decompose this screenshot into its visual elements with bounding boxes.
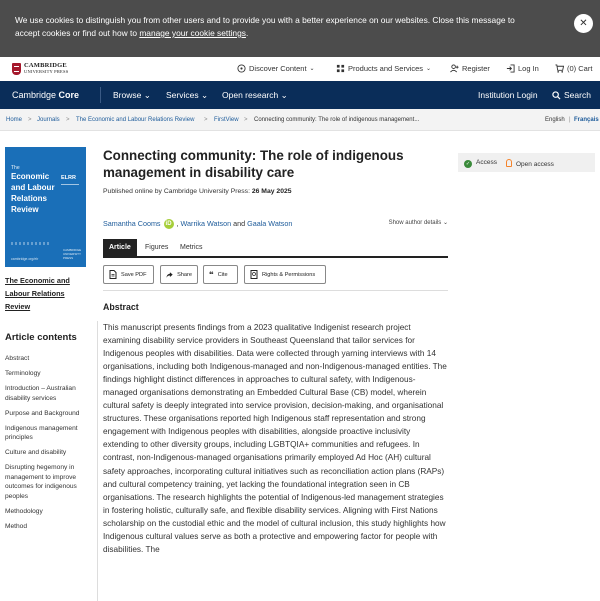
breadcrumb-separator: > bbox=[28, 117, 32, 123]
abstract-heading: Abstract bbox=[103, 302, 139, 312]
author-list bbox=[103, 219, 448, 229]
open-access-badge: Open access bbox=[506, 159, 554, 168]
cookie-settings-link[interactable]: manage your cookie settings bbox=[139, 28, 246, 38]
cart-link[interactable]: (0) Cart bbox=[555, 64, 592, 73]
toc-item[interactable]: Disrupting hegemony in management to improve outcomes for indigenous peoples bbox=[5, 464, 77, 500]
nav-services[interactable]: Services ⌄ bbox=[166, 90, 209, 100]
pdf-icon bbox=[109, 270, 117, 279]
cover-publisher: CAMBRIDGE UNIVERSITY PRESS bbox=[63, 248, 82, 260]
tab-article[interactable]: Article bbox=[103, 239, 137, 256]
check-icon: ✓ bbox=[465, 161, 471, 167]
search-button[interactable]: Search bbox=[552, 90, 591, 100]
breadcrumb-journals[interactable]: Journals bbox=[37, 117, 60, 123]
tab-figures[interactable]: Figures bbox=[145, 244, 169, 251]
show-author-details[interactable]: Show author details ⌄ bbox=[388, 220, 448, 226]
grid-icon bbox=[336, 64, 345, 73]
article-tabs bbox=[103, 239, 448, 258]
cover-kicker: The bbox=[11, 165, 20, 171]
compass-icon bbox=[237, 64, 246, 73]
cover-abbr: ELRR bbox=[61, 175, 76, 181]
crest-icon bbox=[12, 63, 21, 75]
cover-title: Economic and Labour Relations Review bbox=[11, 172, 55, 214]
logo-line1: CAMBRIDGE bbox=[24, 62, 67, 69]
language-french[interactable]: Français bbox=[574, 117, 599, 123]
chevron-down-icon: ⌄ bbox=[442, 220, 448, 226]
author-conjunction: and bbox=[233, 219, 246, 228]
journal-cover[interactable] bbox=[5, 147, 86, 267]
chevron-down-icon: ⌄ bbox=[143, 90, 151, 100]
tab-metrics[interactable]: Metrics bbox=[180, 244, 203, 251]
toc-heading: Article contents bbox=[5, 332, 77, 343]
toc-item[interactable]: Abstract bbox=[5, 355, 30, 362]
institution-login[interactable]: Institution Login bbox=[478, 90, 538, 100]
section-divider bbox=[103, 290, 448, 291]
breadcrumb-current: Connecting community: The role of indigenous management... bbox=[254, 117, 420, 123]
login-link[interactable]: Log In bbox=[506, 64, 539, 73]
main-navigation bbox=[0, 81, 600, 109]
close-icon[interactable]: ✕ bbox=[574, 14, 593, 33]
breadcrumb-journal[interactable]: The Economic and Labour Relations Review bbox=[76, 117, 195, 123]
cookie-banner: We use cookies to distinguish you from other users and to provide you with a better experience on our websites. Close this message to accept cookies or find out how to manage your cookie settings. ✕ bbox=[0, 0, 600, 57]
login-icon bbox=[506, 64, 515, 73]
language-separator: | bbox=[569, 117, 571, 123]
rights-permissions-button[interactable]: Rights & Permissions bbox=[244, 265, 326, 284]
breadcrumb-separator: > bbox=[244, 117, 248, 123]
toc-item[interactable]: Purpose and Background bbox=[5, 409, 80, 417]
language-english[interactable]: English bbox=[545, 117, 565, 123]
document-icon bbox=[250, 270, 258, 279]
author-separator: , bbox=[176, 219, 179, 228]
chevron-down-icon: ⌄ bbox=[426, 66, 432, 72]
add-user-icon bbox=[450, 64, 459, 73]
chevron-down-icon: ⌄ bbox=[200, 90, 209, 100]
toc-item[interactable]: Introduction – Australian disability services bbox=[5, 385, 76, 402]
article-title: Connecting community: The role of indigenous management in disability care bbox=[103, 148, 404, 180]
orcid-icon[interactable]: iD bbox=[165, 221, 172, 228]
breadcrumb bbox=[0, 109, 600, 131]
breadcrumb-home[interactable]: Home bbox=[6, 117, 23, 123]
cover-rule bbox=[61, 184, 79, 185]
breadcrumb-separator: > bbox=[204, 117, 208, 123]
abstract-text: This manuscript presents findings from a 2023 qualitative Indigenist research project examining disability service providers in Southeast Queensland that tailor services for Indigenous peoples with disabilities. Data were collected through yarning interviews with 14 organisations, including both Indigenous-managed and non-Indigenous-managed entities. The findings highlight distinct differences in approaches to cultural safety, with Indigenous-managed organisations demonstrating an Embedded Cultural Base (CB) model, wherein cultural safety is deeply integrated into service provision, decision-making, and organisational structures. These organisations reported high Indigenous staff representation and strong engagement with Indigenous peoples with disabilities, alongside proactive inclusivity extending to other diversity groups, including LGBTQIA+ communities and refugees. In contrast, non-Indigenous-managed organisations primarily employed Ad Hoc (AH) cultural safety approaches, incorporating cultural initiatives such as reconciliation action plans (RAPs) and cultural competency training, yet lacking the foundational integration seen in CB organisations. The research highlights the potential of Indigenous-led management strategies in fostering holistic, culturally safe, and flexible disability services. Aligning with First Nations scholarship on the custodial ethic and the model of cultural inclusion, this study highlights how Indigenous cultural values serve as both a protective and empowering factor for people with disabilities. The bbox=[103, 323, 447, 554]
toc-item[interactable]: Indigenous management principles bbox=[5, 424, 78, 441]
cover-decoration bbox=[11, 242, 51, 245]
author-link[interactable]: Samantha Cooms bbox=[103, 219, 161, 228]
publication-info: Published online by Cambridge University Press: 26 May 2025 bbox=[103, 188, 292, 195]
utility-bar bbox=[0, 57, 600, 81]
toc-item[interactable]: Methodology bbox=[5, 507, 43, 515]
cart-icon bbox=[555, 64, 564, 73]
journal-title-link[interactable]: The Economic and Labour Relations Review bbox=[5, 276, 70, 311]
quote-icon: ❝ bbox=[209, 269, 214, 279]
chevron-down-icon: ⌄ bbox=[280, 90, 288, 100]
toc-item[interactable]: Method bbox=[5, 522, 27, 530]
discover-content-link[interactable]: Discover Content ⌄ bbox=[237, 64, 315, 73]
toc-item[interactable]: Culture and disability bbox=[5, 449, 67, 456]
nav-divider bbox=[100, 87, 101, 103]
share-icon bbox=[166, 271, 173, 279]
products-services-link[interactable]: Products and Services ⌄ bbox=[336, 64, 431, 73]
table-of-contents bbox=[5, 354, 87, 537]
author-link[interactable]: Gaala Watson bbox=[247, 219, 293, 228]
cambridge-core-logo[interactable]: Cambridge Core bbox=[12, 90, 80, 100]
cambridge-logo[interactable] bbox=[12, 62, 68, 76]
breadcrumb-separator: > bbox=[66, 117, 70, 123]
article-tools bbox=[103, 265, 448, 285]
toc-item[interactable]: Terminology bbox=[5, 370, 41, 377]
author-link[interactable]: Warrika Watson bbox=[180, 219, 232, 228]
search-icon bbox=[552, 91, 561, 100]
cookie-text: We use cookies to distinguish you from other users and to provide you with a better experience on our websites. Close this message to accept cookies or find out how to bbox=[15, 15, 515, 38]
logo-line2: UNIVERSITY PRESS bbox=[24, 69, 69, 74]
column-divider bbox=[97, 321, 98, 601]
nav-browse[interactable]: Browse ⌄ bbox=[113, 90, 151, 100]
chevron-down-icon: ⌄ bbox=[309, 66, 315, 72]
cover-footer: cambridge.org/elr bbox=[11, 257, 39, 261]
nav-open-research[interactable]: Open research ⌄ bbox=[222, 90, 288, 100]
cite-button[interactable]: ❝ Cite bbox=[203, 265, 238, 284]
article-main bbox=[103, 147, 448, 554]
breadcrumb-firstview[interactable]: FirstView bbox=[214, 117, 239, 123]
access-info bbox=[458, 153, 595, 172]
access-badge: ✓ Access bbox=[465, 159, 497, 167]
open-lock-icon bbox=[506, 159, 512, 167]
published-date: 26 May 2025 bbox=[251, 188, 292, 195]
register-link[interactable]: Register bbox=[450, 64, 490, 73]
save-pdf-button[interactable]: Save PDF bbox=[103, 265, 154, 284]
share-button[interactable]: Share bbox=[160, 265, 198, 284]
